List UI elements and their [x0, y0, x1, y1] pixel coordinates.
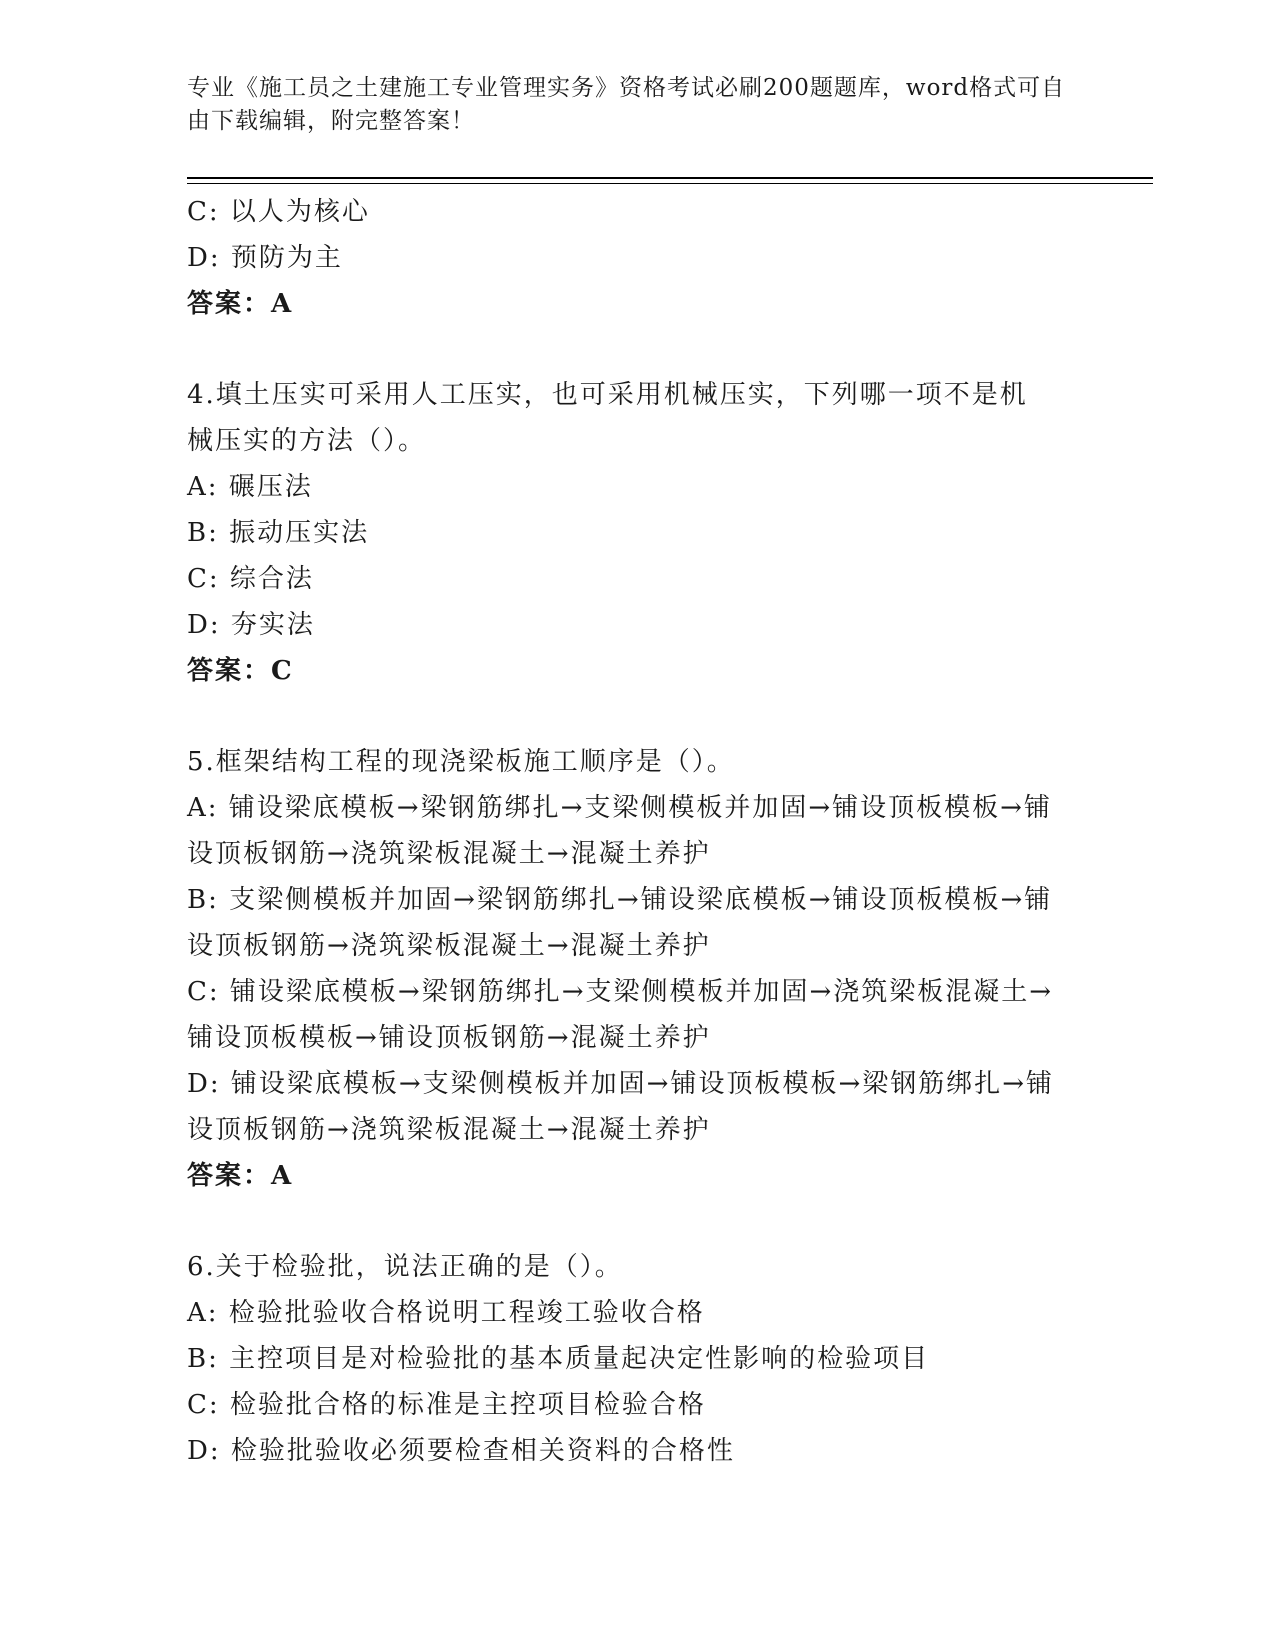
option-c: C: 以人为核心	[187, 197, 370, 227]
header-divider-thin	[187, 183, 1153, 184]
option-b: B: 振动压实法	[187, 518, 370, 548]
question-stem: 5.框架结构工程的现浇梁板施工顺序是（）。	[187, 747, 735, 777]
question-3-continued	[187, 189, 1087, 327]
option-c: C: 检验批合格的标准是主控项目检验合格	[187, 1390, 706, 1420]
spacer	[187, 1199, 1087, 1244]
option-d: D: 夯实法	[187, 610, 315, 640]
option-c: C: 铺设梁底模板→梁钢筋绑扎→支梁侧模板并加固→浇筑梁板混凝土→铺设顶板模板→铺设顶板钢筋→混凝土养护	[187, 977, 1054, 1053]
option-a: A: 检验批验收合格说明工程竣工验收合格	[187, 1298, 705, 1328]
answer-label: 答案：A	[187, 1161, 294, 1191]
question-5	[187, 739, 1087, 1199]
option-a: A: 碾压法	[187, 472, 313, 502]
answer-label: 答案：C	[187, 656, 294, 686]
question-list	[187, 189, 1087, 1474]
option-b: B: 主控项目是对检验批的基本质量起决定性影响的检验项目	[187, 1344, 930, 1374]
option-d: D: 预防为主	[187, 243, 343, 273]
document-header-title: 专业《施工员之土建施工专业管理实务》资格考试必刷200题题库，word格式可自由下载编辑，附完整答案！	[187, 75, 1066, 134]
option-d: D: 检验批验收必须要检查相关资料的合格性	[187, 1436, 735, 1466]
spacer	[187, 327, 1087, 372]
header-divider-thick	[187, 177, 1153, 179]
spacer	[187, 694, 1087, 739]
option-b: B: 支梁侧模板并加固→梁钢筋绑扎→铺设梁底模板→铺设顶板模板→铺设顶板钢筋→浇筑梁板混凝土→混凝土养护	[187, 885, 1053, 961]
option-c: C: 综合法	[187, 564, 314, 594]
option-d: D: 铺设梁底模板→支梁侧模板并加固→铺设顶板模板→梁钢筋绑扎→铺设顶板钢筋→浇筑梁板混凝土→混凝土养护	[187, 1069, 1055, 1145]
question-stem: 4.填土压实可采用人工压实，也可采用机械压实，下列哪一项不是机械压实的方法（）。	[187, 380, 1028, 456]
question-6	[187, 1244, 1087, 1474]
question-4	[187, 372, 1087, 694]
answer-label: 答案：A	[187, 289, 294, 319]
option-a: A: 铺设梁底模板→梁钢筋绑扎→支梁侧模板并加固→铺设顶板模板→铺设顶板钢筋→浇筑梁板混凝土→混凝土养护	[187, 793, 1052, 869]
question-stem: 6.关于检验批，说法正确的是（）。	[187, 1252, 623, 1282]
